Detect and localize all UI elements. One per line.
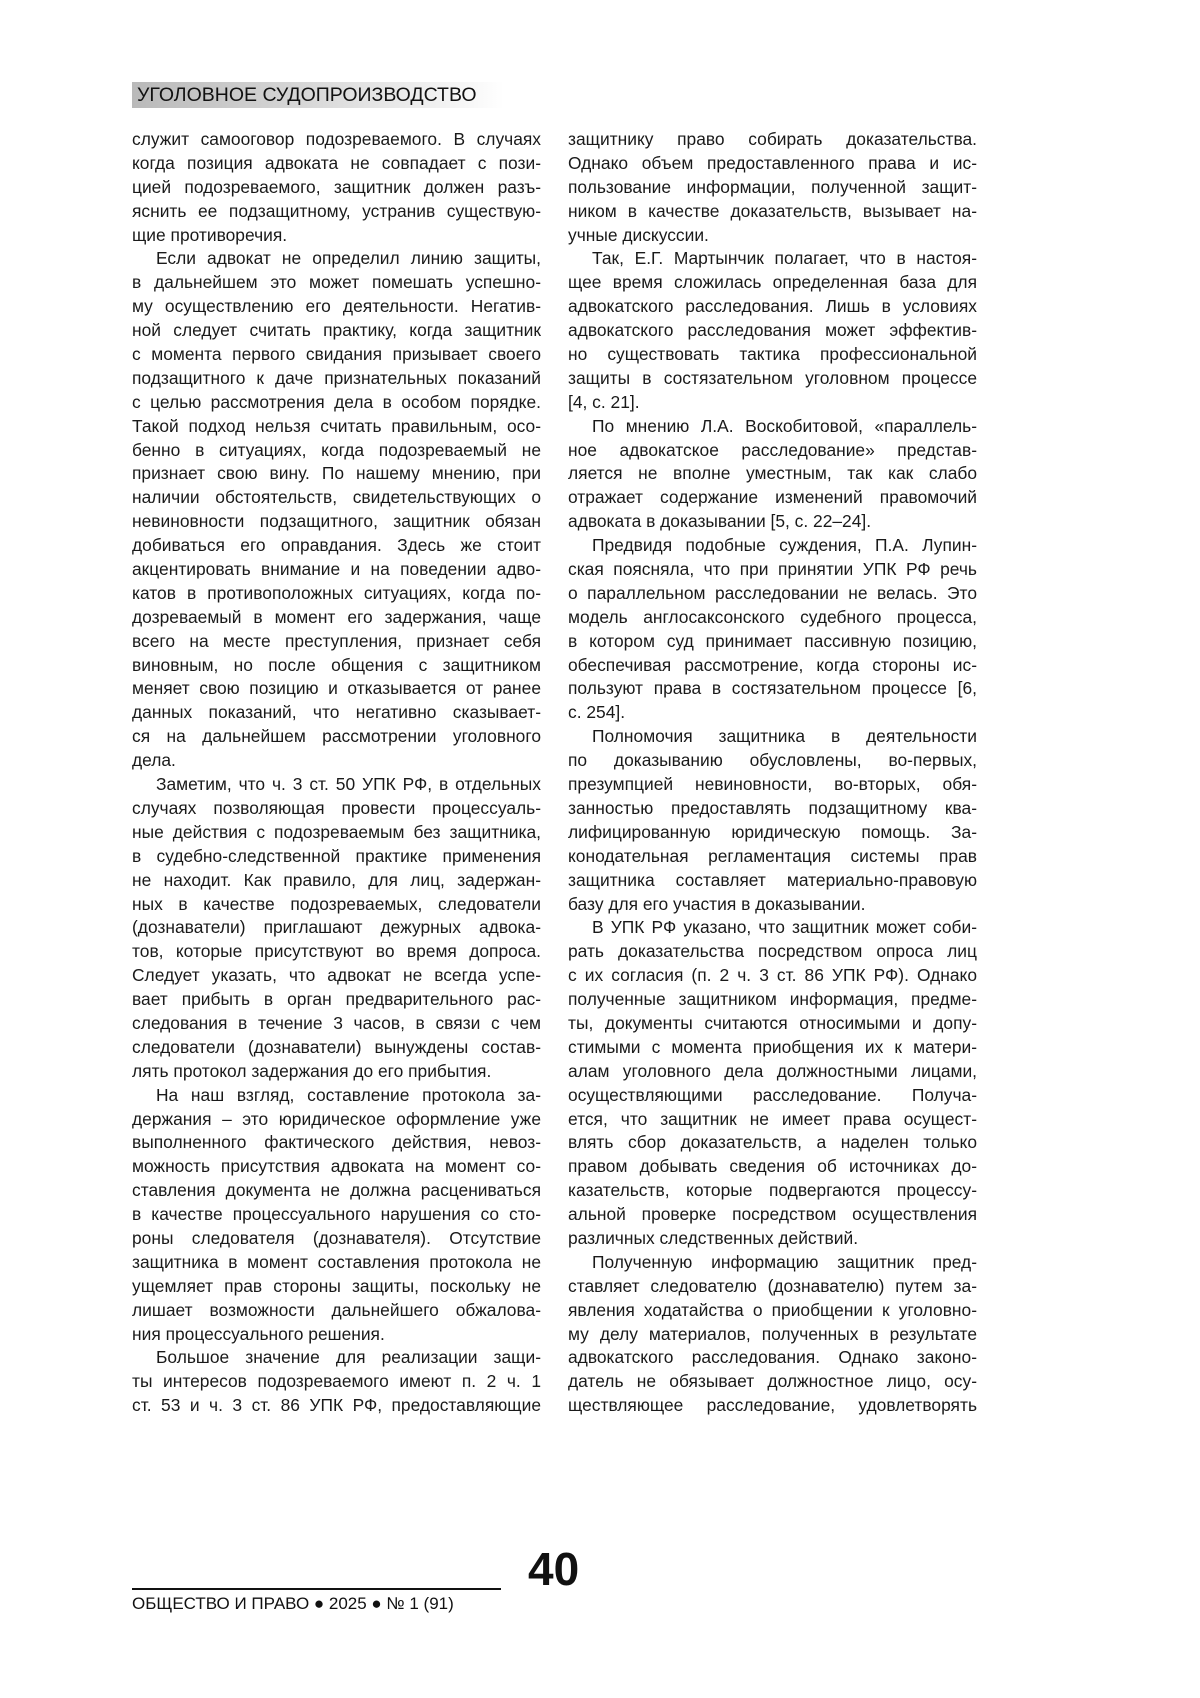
text-line: полученные защитником информация, предме- [568, 989, 977, 1010]
text-line: Следует указать, что адвокат не всегда успе- [132, 965, 541, 986]
text-line: пользуют права в состязательном процессе [6, [568, 678, 977, 699]
text-line: Предвидя подобные суждения, П.А. Лупин- [592, 535, 977, 556]
text-line: можность присутствия адвоката на момент со- [132, 1156, 541, 1177]
text-line: лишает возможности дальнейшего обжалова- [132, 1299, 541, 1320]
text-line: Большое значение для реализации защи- [156, 1347, 541, 1368]
text-line: выполненного фактического действия, невоз- [132, 1132, 541, 1153]
text-line: лифицированную юридическую помощь. За- [568, 821, 977, 842]
text-line: в котором суд принимает пассивную позицию, [568, 630, 977, 651]
journal-info: ОБЩЕСТВО И ПРАВО ● 2025 ● № 1 (91) [132, 1594, 454, 1613]
text-line: (дознаватели) приглашают дежурных адвока- [132, 917, 541, 938]
text-line: базу для его участия в доказывании. [568, 893, 866, 914]
text-line: влять сбор доказательств, а наделен только [568, 1132, 977, 1153]
text-line: служит самооговор подозреваемого. В случаях [132, 129, 541, 149]
text-line: с целью рассмотрения дела в особом порядке. [132, 391, 541, 412]
text-line: ной следует считать практику, когда защитник [132, 320, 541, 341]
text-line: роны следователя (дознавателя). Отсутствие [132, 1227, 541, 1248]
text-line: отражает содержание изменений правомочий [568, 487, 977, 508]
text-line: защитника составляет материально-правовую [568, 869, 977, 890]
text-line: Однако объем предоставленного права и ис- [568, 152, 977, 173]
text-line: ником в качестве доказательств, вызывает на- [568, 200, 977, 221]
text-line: вает прибыть в орган предварительного рас- [132, 989, 541, 1010]
text-line: бенно в ситуациях, когда подозреваемый не [132, 439, 541, 460]
text-line: щие противоречия. [132, 224, 288, 245]
text-line: щее время сложилась определенная база для [568, 272, 977, 293]
text-line: следования в течение 3 часов, в связи с чем [132, 1012, 541, 1033]
text-line: конодательная регламентация системы прав [568, 845, 977, 866]
text-line: ные действия с подозреваемым без защитника, [132, 821, 541, 842]
text-line: ное адвокатское расследование» представ- [568, 439, 977, 460]
text-line: му осуществлению его деятельности. Негатив- [132, 296, 541, 317]
text-line: обеспечивая рассмотрение, когда стороны ис- [568, 654, 977, 675]
text-line: альной проверке посредством осуществления [568, 1204, 977, 1225]
text-line: с их согласия (п. 2 ч. 3 ст. 86 УПК РФ). Однако [568, 965, 977, 986]
text-line: держания – это юридическое оформление уже [132, 1108, 541, 1129]
section-title: УГОЛОВНОЕ СУДОПРОИЗВОДСТВО [137, 84, 477, 106]
text-line: цией подозреваемого, защитник должен разъ- [132, 176, 541, 197]
text-line: явления ходатайства о приобщении к уголовно- [568, 1299, 977, 1320]
text-line: датель не обязывает должностное лицо, осу- [568, 1371, 977, 1392]
text-line: ется, что защитник не имеет права осущест- [568, 1108, 977, 1129]
text-line: лять протокол задержания до его прибытия. [132, 1060, 492, 1081]
text-line: му делу материалов, полученных в результате [568, 1323, 977, 1344]
text-line: ния процессуального решения. [132, 1323, 385, 1344]
text-line: пользование информации, полученной защит- [568, 176, 977, 197]
text-line: данных показаний, что негативно сказывает- [132, 702, 541, 723]
text-line: дозреваемый в момент его задержания, чаще [132, 606, 541, 627]
text-line: тов, которые присутствуют во время допроса. [132, 941, 541, 962]
text-line: подзащитного к даче признательных показаний [132, 367, 541, 388]
text-line: в судебно-следственной практике применения [132, 845, 541, 866]
text-line: ставления документа не должна расцениваться [132, 1180, 541, 1201]
text-line: По мнению Л.А. Воскобитовой, «параллель- [592, 415, 977, 436]
text-line: занностью предоставлять подзащитному ква- [568, 797, 977, 818]
text-line: ты, документы считаются относимыми и допу- [568, 1012, 977, 1033]
text-line: осуществляющими расследование. Получа- [568, 1084, 977, 1105]
text-line: Полученную информацию защитник пред- [592, 1251, 977, 1272]
text-line: [4, с. 21]. [568, 391, 640, 412]
left-text-column [132, 128, 541, 1418]
text-line: рать доказательства посредством опроса лиц [568, 941, 977, 962]
text-line: модель англосаксонского судебного процесса, [568, 606, 977, 627]
text-line: ных в качестве подозреваемых, следователи [132, 893, 541, 914]
text-line: ся на дальнейшем рассмотрении уголовного [132, 726, 541, 747]
text-line: ская поясняла, что при принятии УПК РФ речь [568, 559, 977, 580]
text-line: не находит. Как правило, для лиц, задержан- [132, 869, 541, 890]
text-line: ставляет следователю (дознавателю) путем за- [568, 1275, 977, 1296]
text-line: ществляющее расследование, удовлетворять [568, 1395, 977, 1416]
text-line: с. 254]. [568, 702, 626, 723]
text-line: но существовать тактика профессиональной [568, 344, 977, 365]
text-line: адвоката в доказывании [5, с. 22–24]. [568, 511, 872, 532]
text-line: акцентировать внимание и на поведении адво- [132, 559, 541, 580]
text-line: добиваться его оправдания. Здесь же стоит [132, 535, 541, 556]
text-line: различных следственных действий. [568, 1227, 859, 1248]
text-line: Так, Е.Г. Мартынчик полагает, что в настоя- [592, 248, 977, 269]
text-line: ляется не вполне уместным, так как слабо [568, 463, 977, 484]
text-line: ст. 53 и ч. 3 ст. 86 УПК РФ, предоставляющие [132, 1395, 541, 1416]
text-line: признает свою вину. По нашему мнению, при [132, 463, 541, 484]
text-line: в дальнейшем это может помешать успешно- [132, 272, 541, 293]
text-line: адвокатского расследования. Однако законо- [568, 1347, 977, 1368]
text-line: следователи (дознаватели) вынуждены состав- [132, 1036, 541, 1057]
text-line: меняет свою позицию и отказывается от ранее [132, 678, 541, 699]
text-line: с момента первого свидания призывает своего [132, 344, 541, 365]
text-line: ты интересов подозреваемого имеют п. 2 ч. 1 [132, 1371, 541, 1392]
text-line: по доказыванию обусловлены, во-первых, [568, 750, 977, 771]
text-line: правом добывать сведения об источниках до- [568, 1156, 977, 1177]
text-line: стимыми с момента приобщения их к матери- [568, 1036, 977, 1057]
text-line: случаях позволяющая провести процессуаль- [132, 797, 541, 818]
text-line: казательств, которые подвергаются процессу- [568, 1180, 977, 1201]
text-line: в качестве процессуального нарушения со сто- [132, 1204, 541, 1225]
text-line: Полномочия защитника в деятельности [592, 726, 977, 747]
footer-divider [132, 1588, 501, 1590]
text-line: презумпцией невиновности, во-вторых, обя- [568, 774, 977, 795]
text-line: алам уголовного дела должностными лицами, [568, 1060, 977, 1081]
right-text-column [568, 128, 977, 1418]
text-line: учные дискуссии. [568, 224, 709, 245]
text-line: В УПК РФ указано, что защитник может соби- [592, 917, 977, 938]
text-line: адвокатского расследования. Лишь в условиях [568, 296, 977, 317]
text-line: когда позиция адвоката не совпадает с пози- [132, 152, 541, 173]
text-line: защиты в состязательном уголовном процессе [568, 367, 977, 388]
text-line: Заметим, что ч. 3 ст. 50 УПК РФ, в отдельных [156, 774, 541, 795]
text-line: адвокатского расследования может эффектив- [568, 320, 977, 341]
page-number: 40 [528, 1543, 580, 1595]
text-line: яснить ее подзащитному, устранив существую- [132, 200, 541, 221]
text-line: наличии обстоятельств, свидетельствующих о [132, 487, 541, 508]
text-line: дела. [132, 750, 176, 771]
text-line: Такой подход нельзя считать правильным, осо- [132, 415, 541, 436]
text-line: На наш взгляд, составление протокола за- [156, 1084, 541, 1105]
text-line: Если адвокат не определил линию защиты, [156, 248, 541, 269]
text-line: всего на месте преступления, признает себя [132, 630, 541, 651]
text-line: невиновности подзащитного, защитник обязан [132, 511, 541, 532]
text-line: о параллельном расследовании не велась. Это [568, 582, 977, 603]
text-line: катов в противоположных ситуациях, когда по- [132, 582, 541, 603]
text-line: виновным, но после общения с защитником [132, 654, 541, 675]
text-line: ущемляет прав стороны защиты, поскольку не [132, 1275, 541, 1296]
text-line: защитнику право собирать доказательства. [568, 129, 977, 149]
text-line: защитника в момент составления протокола не [132, 1251, 541, 1272]
